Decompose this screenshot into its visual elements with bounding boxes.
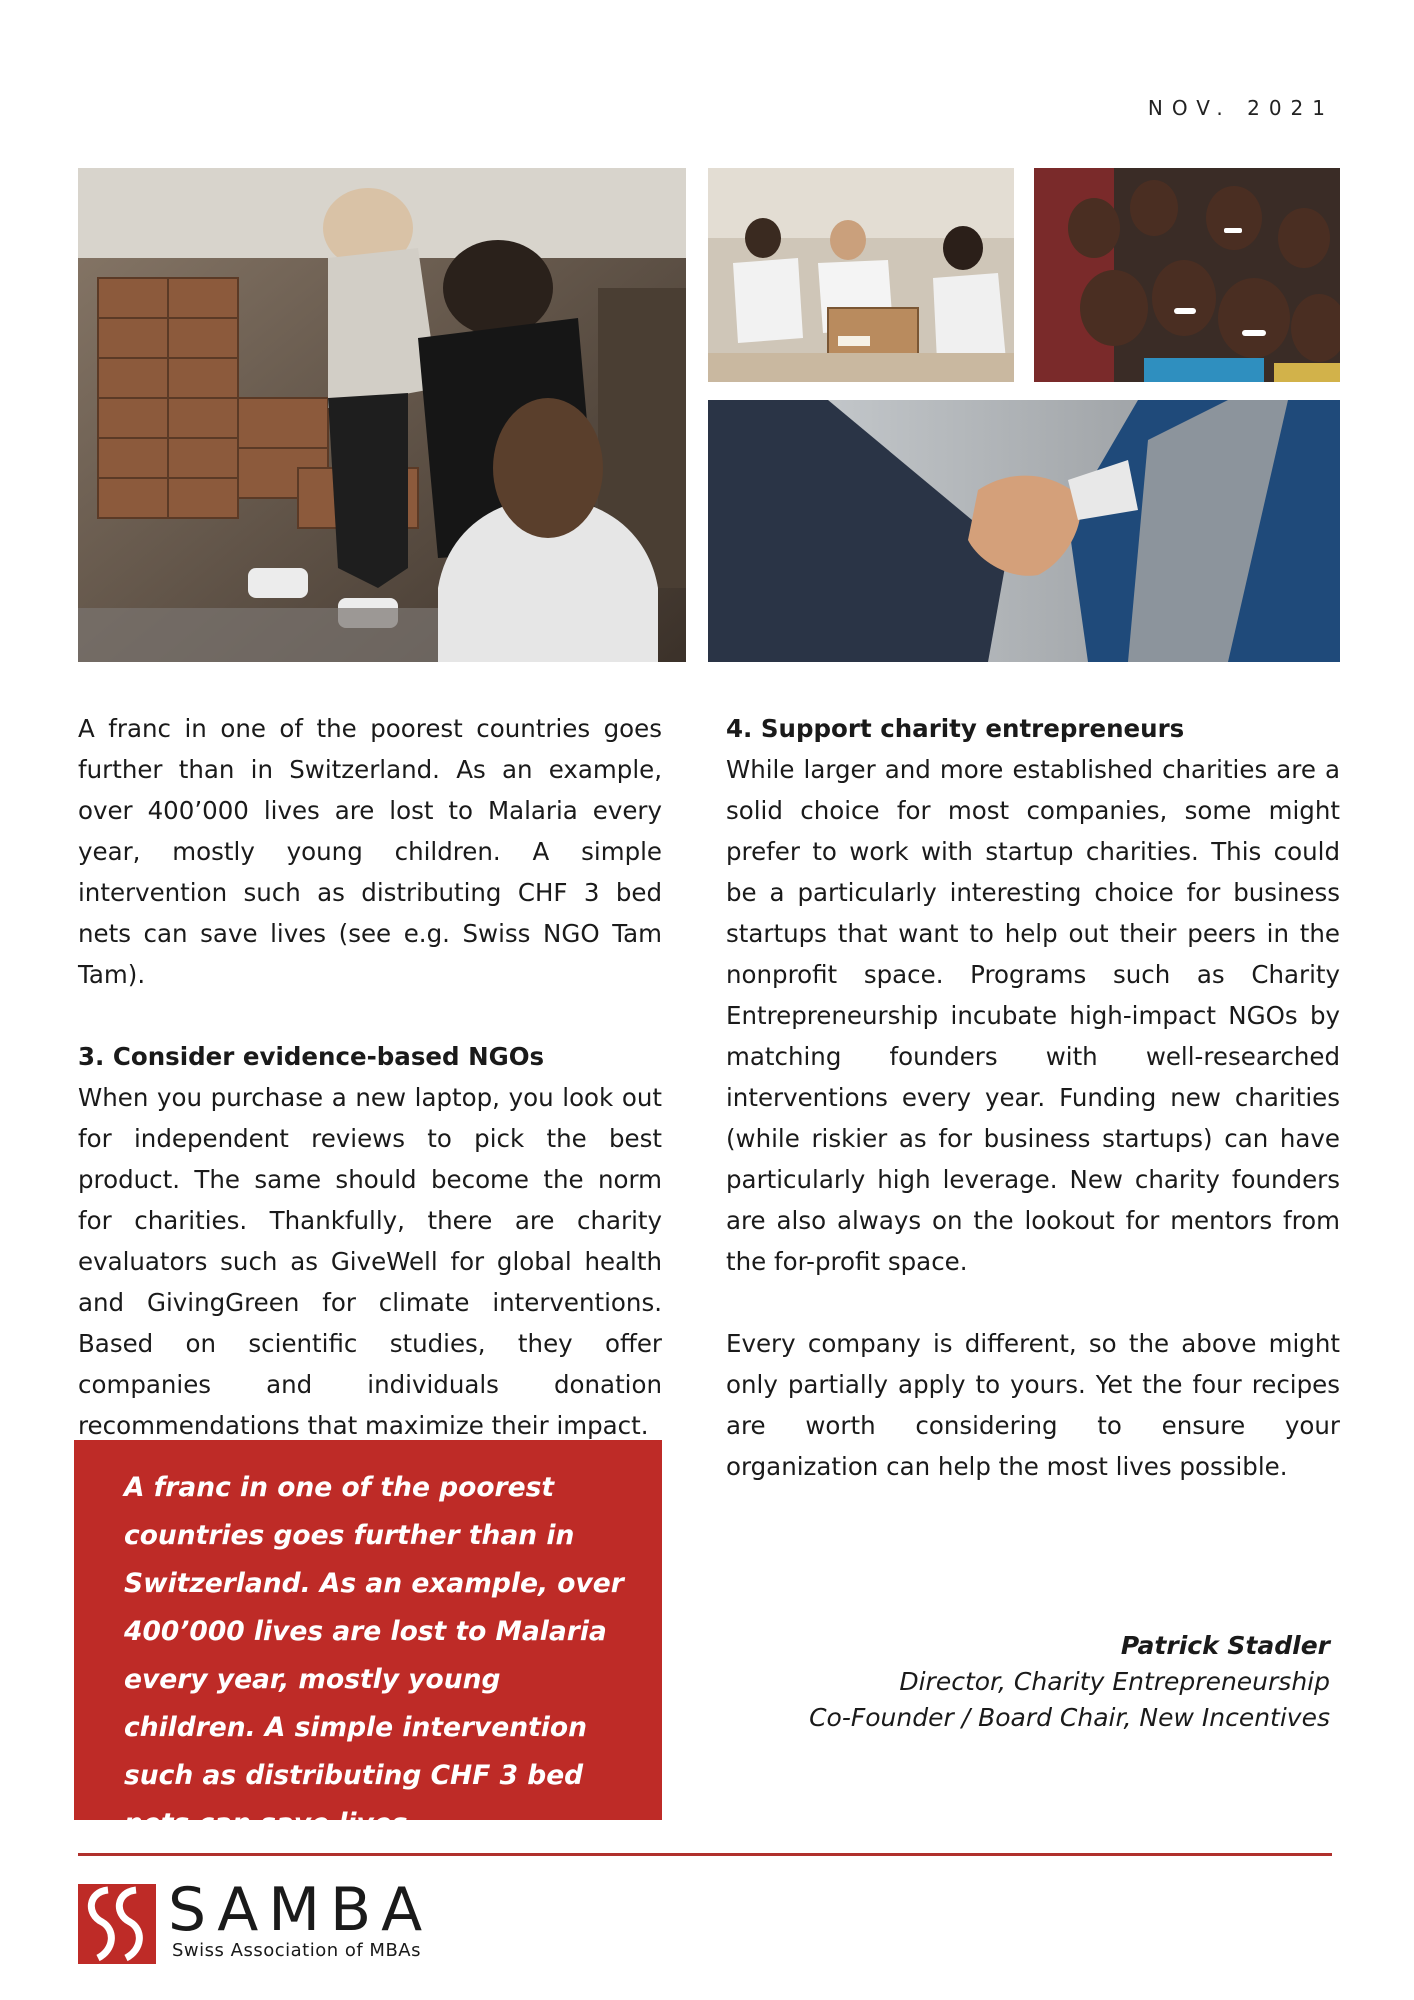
samba-wordmark: SAMBA <box>168 1875 433 1945</box>
smiling-children-photo <box>1034 168 1340 382</box>
closing-paragraph: Every company is different, so the above might only partially apply to yours. Yet the four recipes are worth considering to ensure your organization can help the most lives possible. <box>726 1329 1340 1481</box>
right-column <box>726 708 1340 1487</box>
volunteers-unloading-boxes-photo <box>78 168 686 662</box>
issue-date: NOV. 2021 <box>1147 96 1334 120</box>
pull-quote-text: A franc in one of the poorest countries goes further than in Switzerland. As an example, over 400’000 lives are lost to Malaria every year, mostly young children. A simple intervention such as distributing CHF 3 bed nets can save lives. <box>124 1472 624 1839</box>
business-handshake-photo <box>708 400 1340 662</box>
section-4-body: While larger and more established charities are a solid choice for most companies, some might prefer to work with startup charities. This could be a particularly interesting choice for business startups that want to help out their peers in the nonprofit space. Programs such as Charity Entrepreneurship incubate high-impact NGOs by matching founders with well-researched interventions every year. Funding new charities (while riskier as for business startups) can have particularly high leverage. New charity founders are also always on the lookout for mentors from the for-profit space. <box>726 755 1340 1276</box>
footer-divider <box>78 1853 1332 1856</box>
samba-logo <box>78 1875 458 1968</box>
section-3-heading: 3. Consider evidence-based NGOs <box>78 1042 545 1071</box>
samba-logo-mark-icon <box>78 1884 156 1964</box>
pull-quote-box <box>74 1440 662 1839</box>
section-3-body: When you purchase a new laptop, you look out for independent reviews to pick the best product. The same should become the norm for charities. Thankfully, there are charity evaluators such as GiveWell for global health and GivingGreen for climate interventions. Based on scientific studies, they offer companies and individuals donation recommendations that maximize their impact. <box>78 1083 662 1440</box>
left-column <box>78 708 662 1446</box>
section-4-heading: 4. Support charity entrepreneurs <box>726 714 1185 743</box>
volunteers-packing-aid-boxes-photo <box>708 168 1014 382</box>
samba-tagline: Swiss Association of MBAs <box>172 1940 421 1961</box>
author-title-1: Director, Charity Entrepreneurship <box>899 1667 1330 1696</box>
author-title-2: Co-Founder / Board Chair, New Incentives <box>809 1703 1330 1732</box>
intro-paragraph: A franc in one of the poorest countries goes further than in Switzerland. As an example, over 400’000 lives are lost to Malaria every year, mostly young children. A simple intervention such as distributing CHF 3 bed nets can save lives (see e.g. Swiss NGO Tam Tam). <box>78 714 662 989</box>
author-name: Patrick Stadler <box>1120 1631 1330 1660</box>
author-signature <box>809 1628 1330 1736</box>
